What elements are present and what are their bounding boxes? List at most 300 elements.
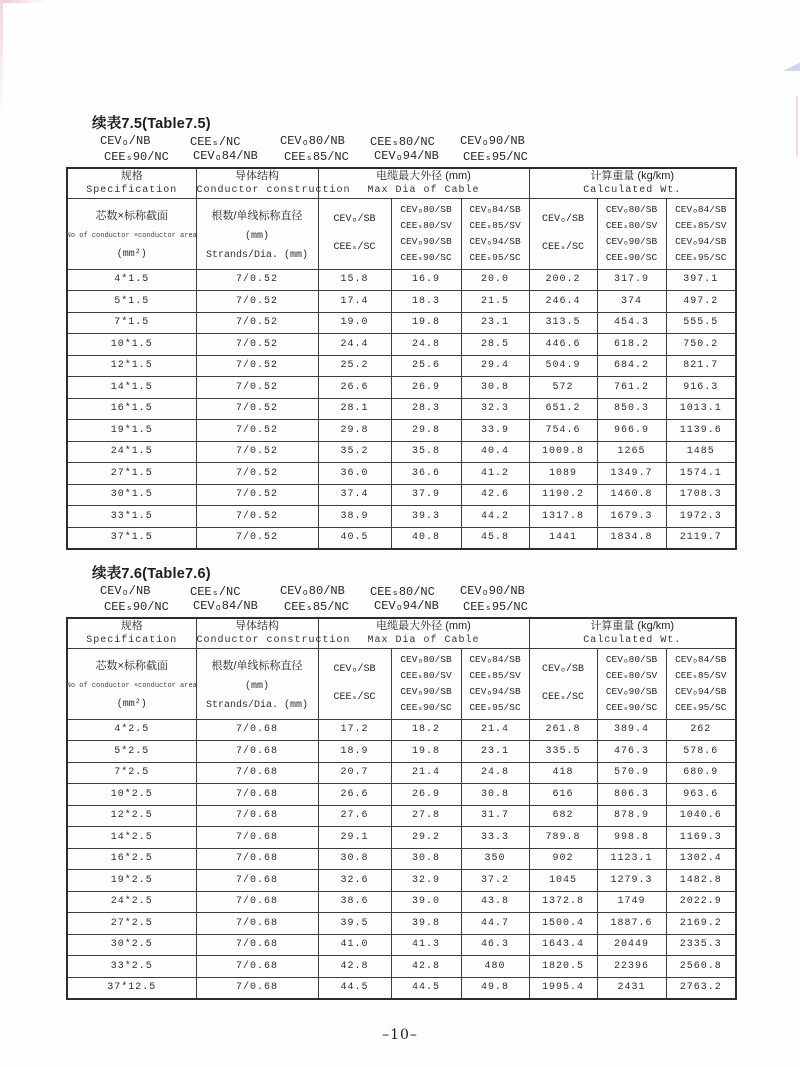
cell: 16.9	[391, 269, 461, 291]
table-title-number: 7.6(Table7.6)	[121, 566, 211, 582]
cell: 29.2	[391, 827, 461, 849]
cell: 26.9	[391, 377, 461, 399]
cell: 7/0.52	[196, 420, 318, 442]
cell: 22396	[597, 956, 666, 978]
header-conductor-construction: 导体结构 Conductor construction	[196, 168, 318, 198]
cell: 18.9	[318, 741, 391, 763]
cell: 36.0	[318, 463, 391, 485]
table-title	[92, 562, 735, 584]
subheader-cores-section: 芯数×标称截面 No of conductor ×conductor area (mm²)	[67, 198, 196, 269]
header-specification: 规格 Specification	[67, 618, 196, 648]
cell: 1190.2	[529, 484, 597, 506]
cable-type-line	[66, 149, 735, 164]
cell: 46.3	[461, 934, 529, 956]
table-row	[67, 934, 736, 956]
cell: 7/0.68	[196, 956, 318, 978]
cell: 27*2.5	[67, 913, 196, 935]
subheader-dia-group2-types	[461, 648, 529, 719]
cell: 44.5	[318, 977, 391, 999]
cell: 40.8	[391, 527, 461, 549]
cell: 504.9	[529, 355, 597, 377]
cell: 26.6	[318, 784, 391, 806]
cable-type-label: CEVₒ94/SB	[675, 236, 727, 248]
cell: 7/0.68	[196, 913, 318, 935]
cell: 1123.1	[597, 848, 666, 870]
cell: 1820.5	[529, 956, 597, 978]
cell: 23.1	[461, 312, 529, 334]
cell: 7/0.52	[196, 463, 318, 485]
cable-type: CEEₛ90/NC	[104, 600, 169, 614]
cable-type-label: CEEₛ95/SC	[675, 702, 727, 714]
cell: 41.0	[318, 934, 391, 956]
cell: 1013.1	[666, 398, 736, 420]
cell: 12*1.5	[67, 355, 196, 377]
cell: 2119.7	[666, 527, 736, 549]
cell: 16*2.5	[67, 848, 196, 870]
cell: 572	[529, 377, 597, 399]
cell: 29.4	[461, 355, 529, 377]
cable-type: CEEₛ85/NC	[284, 150, 349, 164]
cell: 7/0.68	[196, 741, 318, 763]
cell: 7/0.52	[196, 355, 318, 377]
cell: 2431	[597, 977, 666, 999]
cable-type-label: CEEₛ85/SV	[469, 219, 521, 231]
cell: 1834.8	[597, 527, 666, 549]
cell: 497.2	[666, 291, 736, 313]
cell: 29.8	[318, 420, 391, 442]
cell: 30.8	[461, 784, 529, 806]
cell: 1500.4	[529, 913, 597, 935]
cable-type: CEVₒ94/NB	[374, 149, 439, 163]
cell: 7/0.68	[196, 719, 318, 741]
cell: 25.6	[391, 355, 461, 377]
cell: 1441	[529, 527, 597, 549]
cell: 32.6	[318, 870, 391, 892]
cell: 2560.8	[666, 956, 736, 978]
cell: 7/0.68	[196, 977, 318, 999]
spec-table-7-5	[66, 167, 737, 550]
table-body	[67, 719, 736, 999]
cable-type-list	[66, 134, 735, 165]
cell: 1349.7	[597, 463, 666, 485]
cell: 40.5	[318, 527, 391, 549]
table-row	[67, 956, 736, 978]
cell: 19.0	[318, 312, 391, 334]
cell: 26.6	[318, 377, 391, 399]
cell: 39.5	[318, 913, 391, 935]
cable-type-label: CEVₒ94/SB	[675, 686, 727, 698]
cell: 10*2.5	[67, 784, 196, 806]
cell: 7/0.68	[196, 805, 318, 827]
cell: 1995.4	[529, 977, 597, 999]
cell: 24.8	[391, 334, 461, 356]
table-row	[67, 891, 736, 913]
table-row	[67, 291, 736, 313]
cell: 37.2	[461, 870, 529, 892]
cell: 4*1.5	[67, 269, 196, 291]
header-row-group	[67, 168, 736, 198]
cell: 27.8	[391, 805, 461, 827]
cell: 21.5	[461, 291, 529, 313]
cell: 7/0.52	[196, 484, 318, 506]
table-body	[67, 269, 736, 549]
cable-type-label: CEEₛ95/SC	[469, 702, 521, 714]
subheader-dia-base-types	[318, 198, 391, 269]
cell: 317.9	[597, 269, 666, 291]
cell: 7/0.52	[196, 398, 318, 420]
cell: 41.2	[461, 463, 529, 485]
cell: 18.3	[391, 291, 461, 313]
cell: 28.5	[461, 334, 529, 356]
cell: 24*1.5	[67, 441, 196, 463]
cell: 1009.8	[529, 441, 597, 463]
cell: 1972.3	[666, 506, 736, 528]
table-row	[67, 870, 736, 892]
cell: 12*2.5	[67, 805, 196, 827]
table-row	[67, 377, 736, 399]
cable-type-label: CEVₒ84/SB	[469, 203, 521, 215]
cell: 38.6	[318, 891, 391, 913]
cell: 7/0.52	[196, 527, 318, 549]
cell: 44.7	[461, 913, 529, 935]
cell: 806.3	[597, 784, 666, 806]
cell: 21.4	[461, 719, 529, 741]
cell: 754.6	[529, 420, 597, 442]
cell: 680.9	[666, 762, 736, 784]
cell: 10*1.5	[67, 334, 196, 356]
cable-type: CEVₒ84/NB	[193, 149, 258, 163]
cable-type-label: CEEₛ85/SV	[469, 669, 521, 681]
cell: 38.9	[318, 506, 391, 528]
cell: 750.2	[666, 334, 736, 356]
cell: 1887.6	[597, 913, 666, 935]
table-row	[67, 784, 736, 806]
cell: 1460.8	[597, 484, 666, 506]
cable-type-label: CEVₒ94/SB	[469, 686, 521, 698]
cell: 7*2.5	[67, 762, 196, 784]
table-title-zh: 续表	[92, 116, 122, 132]
table-title-number: 7.5(Table7.5)	[121, 116, 211, 132]
header-max-dia: 电缆最大外径 (mm) Max Dia of Cable	[318, 168, 529, 198]
cell: 30.8	[461, 377, 529, 399]
cell: 37.9	[391, 484, 461, 506]
subheader-dia-group1-types	[391, 198, 461, 269]
cell: 19*2.5	[67, 870, 196, 892]
cell: 2169.2	[666, 913, 736, 935]
table-row	[67, 355, 736, 377]
subheader-wt-group2-types	[666, 648, 736, 719]
cable-type-label: CEVₒ90/SB	[400, 686, 452, 698]
cable-type: CEVₒ/NB	[100, 584, 151, 598]
table-row	[67, 334, 736, 356]
cell: 261.8	[529, 719, 597, 741]
cell: 17.2	[318, 719, 391, 741]
cable-type-label: CEEₛ85/SV	[675, 219, 727, 231]
cable-type-label: CEEₛ85/SV	[675, 669, 727, 681]
cell: 5*2.5	[67, 741, 196, 763]
cell: 966.9	[597, 420, 666, 442]
cell: 480	[461, 956, 529, 978]
cable-type: CEVₒ90/NB	[460, 584, 525, 598]
cell: 23.1	[461, 741, 529, 763]
cell: 42.8	[391, 956, 461, 978]
cell: 7/0.52	[196, 506, 318, 528]
cable-type-label: CEEₛ/SC	[333, 241, 376, 253]
cell: 44.5	[391, 977, 461, 999]
cell: 42.6	[461, 484, 529, 506]
cable-type-label: CEVₒ90/SB	[400, 236, 452, 248]
cell: 350	[461, 848, 529, 870]
cell: 24.8	[461, 762, 529, 784]
table-row	[67, 913, 736, 935]
cell: 878.9	[597, 805, 666, 827]
cell: 30.8	[318, 848, 391, 870]
cable-type-label: CEVₒ/SB	[333, 664, 376, 676]
cell: 29.8	[391, 420, 461, 442]
cable-type: CEEₛ95/NC	[463, 600, 528, 614]
cell: 1302.4	[666, 848, 736, 870]
header-row-sub	[67, 198, 736, 269]
cable-type-label: CEEₛ/SC	[541, 241, 585, 253]
cell: 7/0.68	[196, 891, 318, 913]
cell: 39.8	[391, 913, 461, 935]
cell: 313.5	[529, 312, 597, 334]
cell: 682	[529, 805, 597, 827]
table-section-7-6	[66, 562, 735, 1000]
cable-type-label: CEVₒ80/SB	[400, 653, 452, 665]
subheader-wt-group1-types	[597, 648, 666, 719]
cell: 389.4	[597, 719, 666, 741]
cable-type-line	[66, 599, 735, 614]
cell: 28.1	[318, 398, 391, 420]
cell: 262	[666, 719, 736, 741]
cell: 32.3	[461, 398, 529, 420]
cell: 14*1.5	[67, 377, 196, 399]
cell: 850.3	[597, 398, 666, 420]
cell: 24.4	[318, 334, 391, 356]
cable-type: CEEₛ80/NC	[370, 585, 435, 599]
cell: 916.3	[666, 377, 736, 399]
cell: 418	[529, 762, 597, 784]
cell: 20449	[597, 934, 666, 956]
table-row	[67, 762, 736, 784]
header-calculated-wt: 计算重量 (kg/km) Calculated Wt.	[529, 618, 736, 648]
cell: 19*1.5	[67, 420, 196, 442]
cell: 246.4	[529, 291, 597, 313]
cell: 33.9	[461, 420, 529, 442]
cell: 18.2	[391, 719, 461, 741]
cell: 555.5	[666, 312, 736, 334]
table-row	[67, 977, 736, 999]
cell: 31.7	[461, 805, 529, 827]
cable-type: CEVₒ80/NB	[280, 134, 345, 148]
cell: 1372.8	[529, 891, 597, 913]
cell: 33.3	[461, 827, 529, 849]
cell: 1574.1	[666, 463, 736, 485]
header-max-dia: 电缆最大外径 (mm) Max Dia of Cable	[318, 618, 529, 648]
cell: 651.2	[529, 398, 597, 420]
cell: 1708.3	[666, 484, 736, 506]
scan-artifact-right-edge	[796, 96, 798, 156]
header-specification: 规格 Specification	[67, 168, 196, 198]
header-row-sub	[67, 648, 736, 719]
cable-type: CEVₒ84/NB	[193, 599, 258, 613]
cell: 7/0.68	[196, 848, 318, 870]
cable-type: CEEₛ/NC	[190, 585, 241, 599]
cell: 19.8	[391, 741, 461, 763]
subheader-wt-group1-types	[597, 198, 666, 269]
cable-type-label: CEEₛ90/SC	[605, 702, 658, 714]
cell: 821.7	[666, 355, 736, 377]
cell: 374	[597, 291, 666, 313]
subheader-strands-dia: 根数/单线标称直径 (mm) Strands/Dia. (mm)	[196, 198, 318, 269]
cable-type-label: CEVₒ84/SB	[675, 203, 727, 215]
cell: 7/0.52	[196, 334, 318, 356]
cable-type: CEEₛ85/NC	[284, 600, 349, 614]
table-row	[67, 805, 736, 827]
table-row	[67, 741, 736, 763]
table-row	[67, 527, 736, 549]
cable-type-label: CEEₛ80/SV	[400, 669, 452, 681]
cell: 30*2.5	[67, 934, 196, 956]
cell: 17.4	[318, 291, 391, 313]
cell: 454.3	[597, 312, 666, 334]
subheader-cores-section: 芯数×标称截面 No of conductor ×conductor area (mm²)	[67, 648, 196, 719]
cell: 33*1.5	[67, 506, 196, 528]
cell: 16*1.5	[67, 398, 196, 420]
cable-type-label: CEEₛ90/SC	[400, 702, 452, 714]
cell: 15.8	[318, 269, 391, 291]
cable-type: CEVₒ80/NB	[280, 584, 345, 598]
table-title	[92, 112, 735, 134]
cable-type-label: CEVₒ80/SB	[605, 653, 658, 665]
cell: 7/0.68	[196, 934, 318, 956]
subheader-dia-group1-types	[391, 648, 461, 719]
cell: 37*1.5	[67, 527, 196, 549]
cell: 37*12.5	[67, 977, 196, 999]
cell: 1040.6	[666, 805, 736, 827]
table-row	[67, 827, 736, 849]
cell: 32.9	[391, 870, 461, 892]
cable-type-label: CEVₒ90/SB	[605, 236, 658, 248]
cell: 1482.8	[666, 870, 736, 892]
cell: 27.6	[318, 805, 391, 827]
cell: 963.6	[666, 784, 736, 806]
table-row	[67, 484, 736, 506]
cell: 7/0.68	[196, 827, 318, 849]
cable-type-label: CEEₛ80/SV	[400, 219, 452, 231]
cable-type-label: CEVₒ80/SB	[605, 203, 658, 215]
cable-type: CEEₛ/NC	[190, 135, 241, 149]
spec-table-7-6	[66, 617, 737, 1000]
subheader-dia-base-types	[318, 648, 391, 719]
table-row	[67, 848, 736, 870]
cable-type-label: CEVₒ80/SB	[400, 203, 452, 215]
cell: 26.9	[391, 784, 461, 806]
cell: 1045	[529, 870, 597, 892]
cell: 21.4	[391, 762, 461, 784]
scan-artifact-page-curl	[783, 62, 800, 71]
cell: 618.2	[597, 334, 666, 356]
cell: 7/0.68	[196, 762, 318, 784]
cell: 20.7	[318, 762, 391, 784]
scan-artifact-top-edge	[0, 0, 46, 3]
table-row	[67, 441, 736, 463]
cell: 761.2	[597, 377, 666, 399]
cable-type-label: CEEₛ90/SC	[400, 252, 452, 264]
cell: 35.8	[391, 441, 461, 463]
cable-type-label: CEEₛ/SC	[541, 691, 585, 703]
cell: 998.8	[597, 827, 666, 849]
cell: 2335.3	[666, 934, 736, 956]
cell: 39.3	[391, 506, 461, 528]
cable-type-list	[66, 584, 735, 615]
cell: 1679.3	[597, 506, 666, 528]
cell: 570.9	[597, 762, 666, 784]
cable-type: CEVₒ90/NB	[460, 134, 525, 148]
table-row	[67, 420, 736, 442]
cell: 37.4	[318, 484, 391, 506]
cell: 49.8	[461, 977, 529, 999]
cell: 28.3	[391, 398, 461, 420]
header-conductor-construction: 导体结构 Conductor construction	[196, 618, 318, 648]
cable-type: CEEₛ80/NC	[370, 135, 435, 149]
cell: 578.6	[666, 741, 736, 763]
cable-type-label: CEVₒ94/SB	[469, 236, 521, 248]
subheader-wt-group2-types	[666, 198, 736, 269]
table-row	[67, 312, 736, 334]
cell: 397.1	[666, 269, 736, 291]
cable-type-label: CEEₛ95/SC	[469, 252, 521, 264]
page-number: –10–	[382, 1027, 418, 1043]
cell: 42.8	[318, 956, 391, 978]
cell: 44.2	[461, 506, 529, 528]
cell: 7/0.52	[196, 291, 318, 313]
subheader-wt-base-types	[529, 198, 597, 269]
cell: 1485	[666, 441, 736, 463]
cell: 35.2	[318, 441, 391, 463]
header-row-group	[67, 618, 736, 648]
cell: 200.2	[529, 269, 597, 291]
cable-type-label: CEEₛ80/SV	[605, 669, 658, 681]
cell: 33*2.5	[67, 956, 196, 978]
subheader-dia-group2-types	[461, 198, 529, 269]
cell: 1139.6	[666, 420, 736, 442]
table-row	[67, 269, 736, 291]
cell: 1749	[597, 891, 666, 913]
cell: 45.8	[461, 527, 529, 549]
cell: 5*1.5	[67, 291, 196, 313]
cable-type-label: CEVₒ84/SB	[675, 653, 727, 665]
cable-type-label: CEEₛ90/SC	[605, 252, 658, 264]
cable-type: CEEₛ95/NC	[463, 150, 528, 164]
cable-type-line	[66, 134, 735, 149]
cell: 25.2	[318, 355, 391, 377]
cable-type-label: CEEₛ95/SC	[675, 252, 727, 264]
cell: 39.0	[391, 891, 461, 913]
table-row	[67, 506, 736, 528]
cell: 789.8	[529, 827, 597, 849]
cell: 476.3	[597, 741, 666, 763]
cell: 7/0.68	[196, 784, 318, 806]
cell: 7/0.52	[196, 377, 318, 399]
cell: 2763.2	[666, 977, 736, 999]
cell: 684.2	[597, 355, 666, 377]
cell: 30*1.5	[67, 484, 196, 506]
cell: 2022.9	[666, 891, 736, 913]
cell: 20.0	[461, 269, 529, 291]
cell: 7/0.52	[196, 312, 318, 334]
